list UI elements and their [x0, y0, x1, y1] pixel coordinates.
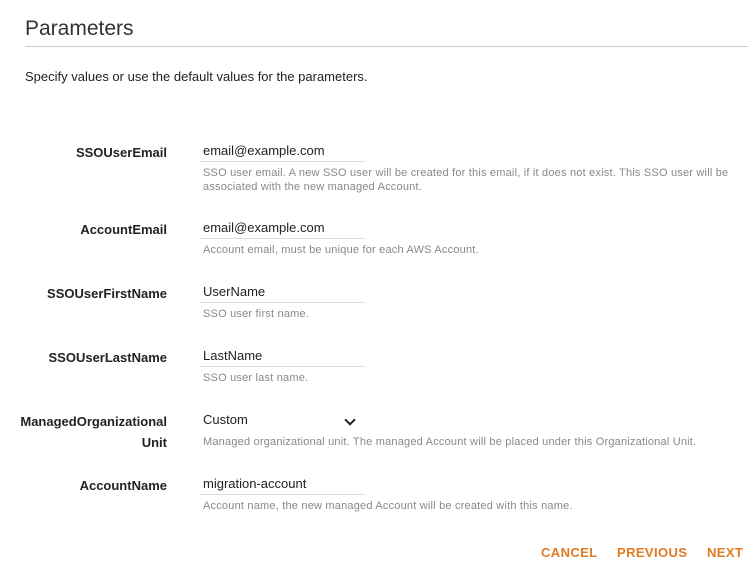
account-email-input[interactable] — [200, 217, 365, 239]
account-name-description: Account name, the new managed Account will be created with this name. — [203, 500, 573, 512]
sso-user-email-description: SSO user email. A new SSO user will be created for this email, if it does not exist. This SSO user will be associated with the new managed Account. — [203, 167, 729, 193]
title-divider — [25, 46, 748, 47]
managed-organizational-unit-description: Managed organizational unit. The managed Account will be placed under this Organizational Unit. — [203, 436, 697, 448]
account-name-label: AccountName — [79, 478, 167, 493]
account-name-input[interactable] — [200, 473, 365, 495]
page-title: Parameters — [25, 17, 134, 40]
sso-user-last-name-description: SSO user last name. — [203, 372, 309, 384]
account-email-description: Account email, must be unique for each AWS Account. — [203, 244, 479, 256]
sso-user-first-name-description: SSO user first name. — [203, 308, 310, 320]
managed-organizational-unit-select[interactable] — [200, 409, 360, 431]
cancel-button[interactable]: CANCEL — [541, 545, 598, 560]
chevron-down-icon — [344, 414, 355, 425]
intro-text: Specify values or use the default values for the parameters. — [25, 69, 368, 84]
next-button[interactable]: NEXT — [707, 545, 744, 560]
sso-user-last-name-input[interactable] — [200, 345, 365, 367]
managed-organizational-unit-label: ManagedOrganizationalUnit — [20, 414, 167, 450]
sso-user-email-label: SSOUserEmail — [75, 145, 167, 160]
sso-user-last-name-label: SSOUserLastName — [48, 350, 167, 365]
previous-button[interactable]: PREVIOUS — [617, 545, 688, 560]
managed-organizational-unit-selected-value: Custom — [203, 412, 248, 427]
sso-user-first-name-label: SSOUserFirstName — [47, 286, 167, 301]
sso-user-first-name-input[interactable] — [200, 281, 365, 303]
account-email-label: AccountEmail — [80, 222, 167, 237]
sso-user-email-input[interactable] — [200, 140, 365, 162]
